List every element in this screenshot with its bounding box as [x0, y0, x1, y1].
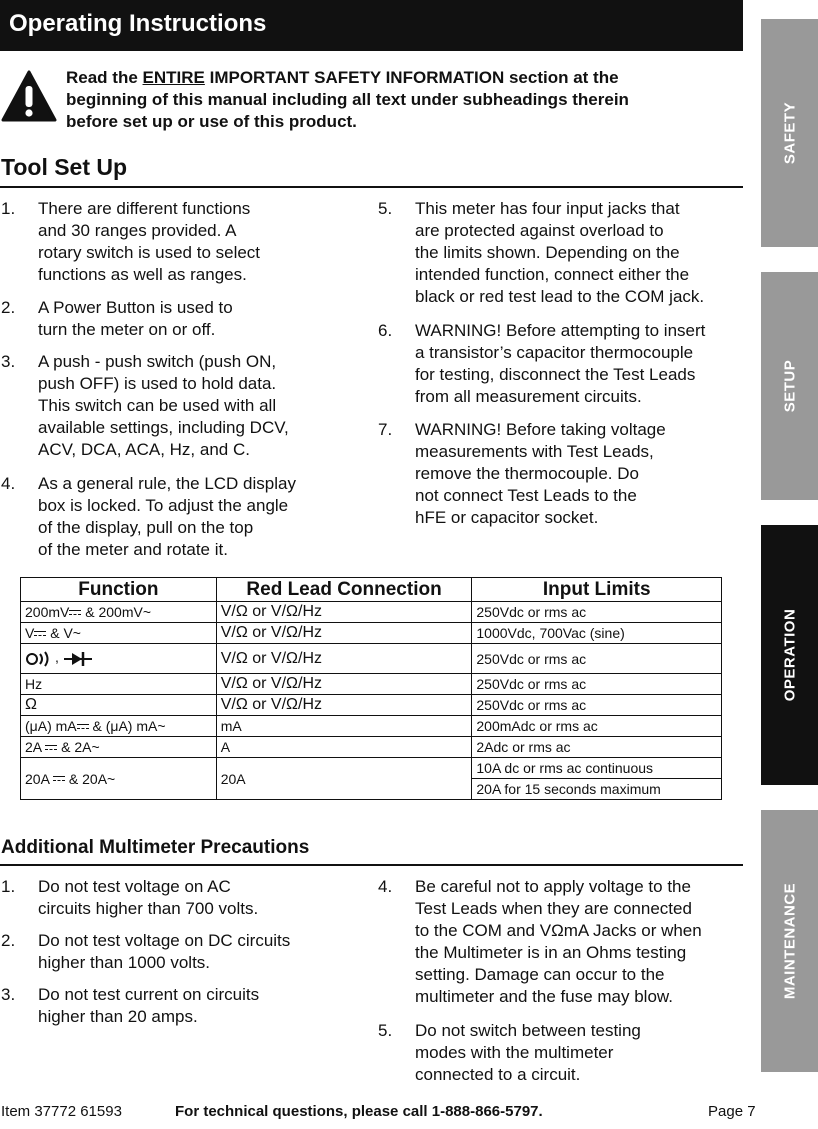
- red-lead-cell: 20A: [216, 758, 472, 800]
- item-text: Be careful not to apply voltage to the Test Leads when they are connected to the COM and VΩmA Jacks or when the Multimeter is in an Ohms testing setting. Damage can occur to the multimeter and the fuse may blow.: [415, 877, 702, 1006]
- dc-symbol-icon: [77, 724, 89, 731]
- function-label: 200mV: [25, 604, 70, 620]
- function-label: V: [25, 625, 35, 641]
- function-cell: [21, 644, 217, 674]
- function-suffix: ,: [55, 649, 59, 666]
- table-row: [21, 695, 722, 716]
- item-number: 4.: [378, 877, 393, 896]
- limit-cell: 1000Vdc, 700Vac (sine): [472, 623, 722, 644]
- function-cell: Hz: [21, 674, 217, 695]
- item-number: 6.: [378, 321, 393, 340]
- footer-item-number: Item 37772 61593: [1, 1103, 122, 1120]
- red-lead-cell: mA: [216, 716, 472, 737]
- red-lead-cell: V/Ω or V/Ω/Hz: [216, 602, 472, 623]
- item-number: 5.: [378, 199, 393, 218]
- function-label: 20A: [25, 770, 50, 787]
- tool-setup-heading: Tool Set Up: [1, 154, 128, 180]
- table-header-row: [21, 578, 722, 602]
- tab-label: SAFETY: [781, 101, 798, 165]
- item-number: 4.: [1, 474, 16, 493]
- item-text: A Power Button is used to turn the meter on or off.: [38, 298, 233, 339]
- red-lead-cell: A: [216, 737, 472, 758]
- table-row: [21, 644, 722, 674]
- safety-emphasis: ENTIRE: [142, 68, 205, 87]
- safety-pre: Read the: [66, 68, 143, 87]
- item-text: As a general rule, the LCD display box is locked. To adjust the angle of the display, pull on the top of the meter and rotate it.: [38, 474, 296, 559]
- item-text: WARNING! Before taking voltage measurements with Test Leads, remove the thermocouple. Do not connect Test Leads to the hFE or capacitor socket.: [415, 420, 666, 527]
- item-text: Do not test current on circuits higher than 20 amps.: [38, 985, 260, 1026]
- function-suffix: & 200mV~: [81, 604, 152, 620]
- warning-icon: [1, 70, 57, 122]
- function-cell: [21, 602, 217, 623]
- footer-contact: For technical questions, please call 1-888-866-5797.: [175, 1103, 543, 1120]
- function-label: 2A: [25, 739, 42, 755]
- limit-cell: 200mAdc or rms ac: [472, 716, 722, 737]
- precautions-heading: Additional Multimeter Precautions: [1, 837, 310, 858]
- item-number: 3.: [1, 352, 16, 371]
- table-row: [21, 758, 722, 779]
- table-row: [21, 674, 722, 695]
- tab-label: OPERATION: [781, 608, 798, 702]
- section-rule: [0, 186, 743, 188]
- item-text: WARNING! Before attempting to insert a transistor’s capacitor thermocouple for testing, disconnect the Test Leads from all measurement circuits.: [415, 321, 706, 406]
- function-cell: [21, 758, 217, 800]
- item-text: This meter has four input jacks that are protected against overload to the limits shown. Depending on the intended function, connect either the black or red test lead to the COM jack.: [415, 199, 705, 306]
- function-suffix: & 2A~: [57, 739, 100, 755]
- table-row: [21, 737, 722, 758]
- limit-cell: 250Vdc or rms ac: [472, 644, 722, 674]
- function-cell: Ω: [21, 695, 217, 716]
- function-cell: [21, 716, 217, 737]
- dc-symbol-icon: [34, 631, 46, 638]
- red-lead-cell: V/Ω or V/Ω/Hz: [216, 644, 472, 674]
- tab-maintenance[interactable]: [761, 810, 818, 1072]
- limit-cell: 250Vdc or rms ac: [472, 602, 722, 623]
- column-header: Input Limits: [472, 578, 722, 602]
- red-lead-cell: V/Ω or V/Ω/Hz: [216, 623, 472, 644]
- tab-label: SETUP: [781, 359, 798, 413]
- item-text: There are different functions and 30 ranges provided. A rotary switch is used to select functions as well as ranges.: [38, 199, 261, 284]
- limit-cell: 10A dc or rms ac continuous: [472, 758, 722, 779]
- safety-notice: [66, 67, 646, 133]
- item-text: A push - push switch (push ON, push OFF) is used to hold data. This switch can be used with all available settings, including DCV, ACV, DCA, ACA, Hz, and C.: [38, 352, 289, 459]
- column-header: Red Lead Connection: [216, 578, 472, 602]
- page-title: Operating Instructions: [9, 10, 267, 37]
- limit-cell: 250Vdc or rms ac: [472, 695, 722, 716]
- function-cell: [21, 623, 217, 644]
- item-number: 1.: [1, 199, 16, 218]
- function-cell: [21, 737, 217, 758]
- section-rule: [0, 864, 743, 866]
- tab-label: MAINTENANCE: [781, 882, 798, 1000]
- table-row: [21, 716, 722, 737]
- input-limits-table: [20, 577, 722, 800]
- dc-symbol-icon: [69, 610, 81, 617]
- tab-safety[interactable]: [761, 19, 818, 247]
- function-label: (μA) mA: [25, 718, 77, 734]
- table-row: [21, 623, 722, 644]
- tab-operation[interactable]: [761, 525, 818, 785]
- continuity-icon: [25, 650, 55, 668]
- function-suffix: & (μA) mA~: [88, 718, 166, 734]
- table-row: [21, 602, 722, 623]
- item-number: 5.: [378, 1021, 393, 1040]
- item-number: 2.: [1, 931, 16, 950]
- red-lead-cell: V/Ω or V/Ω/Hz: [216, 674, 472, 695]
- item-text: Do not test voltage on DC circuits higher than 1000 volts.: [38, 931, 291, 972]
- item-number: 1.: [1, 877, 16, 896]
- dc-symbol-icon: [53, 776, 65, 783]
- diode-icon: [63, 650, 93, 668]
- item-number: 2.: [1, 298, 16, 317]
- function-suffix: & V~: [46, 625, 81, 641]
- safety-post: IMPORTANT SAFETY INFORMATION section at the beginning of this manual including all text under subheadings therein before set up or use of this product.: [66, 68, 629, 131]
- dc-symbol-icon: [45, 745, 57, 752]
- item-text: Do not switch between testing modes with the multimeter connected to a circuit.: [415, 1021, 641, 1084]
- red-lead-cell: V/Ω or V/Ω/Hz: [216, 695, 472, 716]
- limit-cell: 2Adc or rms ac: [472, 737, 722, 758]
- footer-page-number: Page 7: [708, 1103, 756, 1120]
- function-suffix: & 20A~: [65, 770, 116, 787]
- limit-cell: 20A for 15 seconds maximum: [472, 779, 722, 800]
- tab-setup[interactable]: [761, 272, 818, 500]
- item-number: 7.: [378, 420, 393, 439]
- item-text: Do not test voltage on AC circuits higher than 700 volts.: [38, 877, 259, 918]
- item-number: 3.: [1, 985, 16, 1004]
- limit-cell: 250Vdc or rms ac: [472, 674, 722, 695]
- column-header: Function: [21, 578, 217, 602]
